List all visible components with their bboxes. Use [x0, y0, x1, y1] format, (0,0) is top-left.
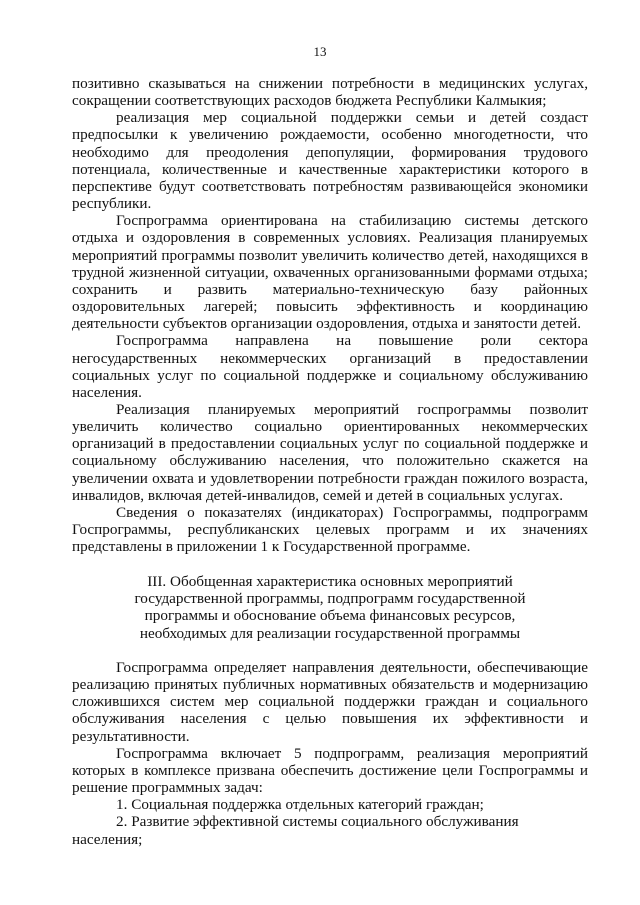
paragraph: Госпрограмма определяет направления деятельности, обеспечивающие реализацию принятых публичных нормативных обязательств и модернизацию сложившихся систем мер социальной поддержки граждан и социального обслуживания населения с целью повышения их эффективности и результативности. — [72, 659, 588, 745]
paragraph: Госпрограмма направлена на повышение роли сектора негосударственных некоммерческих организаций в предоставлении социальных услуг по социальной поддержке и социальному обслуживанию населения. — [72, 332, 588, 401]
section-body-text — [72, 659, 588, 848]
paragraph: Реализация планируемых мероприятий госпрограммы позволит увеличить количество социально ориентированных некоммерческих организаций в предоставлении социальных услуг по социальной поддержке и социальному обслуживанию населения, что положительно скажется на увеличении охвата и удовлетворении потребности граждан пожилого возраста, инвалидов, включая детей-инвалидов, семей и детей в социальных услугах. — [72, 400, 588, 504]
section-heading-line: программы и обоснование объема финансовых ресурсов, — [144, 607, 516, 625]
section-heading-line: государственной программы, подпрограмм государственной — [134, 590, 526, 608]
list-item: 2. Развитие эффективной системы социального обслуживания населения; — [72, 813, 519, 848]
body-text — [72, 75, 588, 555]
section-heading-line: необходимых для реализации государственной программы — [139, 624, 521, 642]
list-item: 1. Социальная поддержка отдельных категорий граждан; — [116, 796, 484, 814]
paragraph: Сведения о показателях (индикаторах) Госпрограммы, подпрограмм Госпрограммы, республиканских целевых программ и их значениях представлены в приложении 1 к Государственной программе. — [72, 503, 588, 556]
paragraph: реализация мер социальной поддержки семьи и детей создаст предпосылки к увеличению рождаемости, особенно многодетности, что необходимо для преодоления депопуляции, формирования трудового потенциала, количественные и качественные характеристики которого в перспективе будут соответствовать потребностям развивающейся экономики республики. — [72, 109, 588, 213]
page-number: 13 — [313, 44, 327, 59]
paragraph: Госпрограмма ориентирована на стабилизацию системы детского отдыха и оздоровления в современных условиях. Реализация планируемых мероприятий программы позволит увеличить количество детей, находящихся в трудной жизненной ситуации, охваченных организованными формами отдыха; сохранить и развить материально-техническую базу районных оздоровительных лагерей; повысить эффективность и координацию деятельности субъектов организации оздоровления, отдыха и занятости детей. — [72, 212, 588, 333]
section-heading — [72, 573, 588, 642]
paragraph: позитивно сказываться на снижении потребности в медицинских услугах, сокращении соответствующих расходов бюджета Республики Калмыкия; — [72, 75, 588, 110]
paragraph: Госпрограмма включает 5 подпрограмм, реализация мероприятий которых в комплексе призвана обеспечить достижение цели Госпрограммы и решение программных задач: — [72, 744, 588, 797]
section-heading-line: III. Обобщенная характеристика основных мероприятий — [147, 573, 513, 590]
